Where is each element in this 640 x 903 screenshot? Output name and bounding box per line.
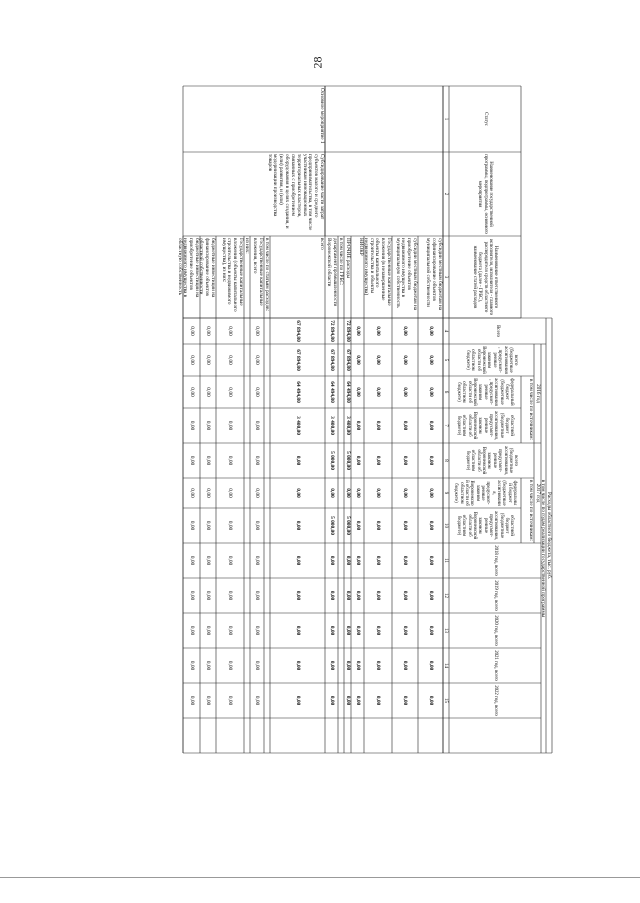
row-item-label: ПРОЧИЕ расходы <box>345 238 351 278</box>
row-item-label: бюджетные инвестиции на приобретение объектов недвижимого имущества в областную собственность <box>176 238 200 298</box>
row-value: 0,00 <box>375 625 382 636</box>
row-value: 64 494,80 <box>294 381 301 403</box>
column-index-15: 15 <box>443 698 448 703</box>
row-value: 0,00 <box>227 355 234 365</box>
year-2020-header: 2020 год, всего <box>492 615 498 646</box>
row-value: 0,00 <box>294 520 301 531</box>
row-value: 0,00 <box>402 455 409 466</box>
row-value: 0,00 <box>205 520 212 531</box>
row-value: 0,00 <box>354 355 361 365</box>
row-value: 0,00 <box>344 625 351 636</box>
bottom-rule <box>0 877 640 878</box>
row-value: 0,00 <box>188 455 195 466</box>
row-value: 0,00 <box>354 555 361 566</box>
row-value: 72 894,80 <box>344 320 351 342</box>
column-index-1: 1 <box>443 117 448 121</box>
row-value: 67 894,80 <box>294 320 301 342</box>
column-index-9: 9 <box>443 491 448 495</box>
row-value: 0,00 <box>188 590 195 601</box>
row-value: 0,00 <box>354 625 361 636</box>
row-value: 0,00 <box>254 326 261 336</box>
row-value: 0,00 <box>402 488 409 498</box>
row-value: 0,00 <box>328 488 335 498</box>
column-index-11: 11 <box>443 558 448 563</box>
row-value: 0,00 <box>254 355 261 365</box>
row-value: 0,00 <box>402 420 409 431</box>
row-value: 0,00 <box>402 590 409 601</box>
row-value: 0,00 <box>227 455 234 466</box>
row-value: 0,00 <box>427 695 434 706</box>
row-value: 3 400,00 <box>328 416 335 435</box>
row-value: 0,00 <box>254 555 261 566</box>
row-value: 0,00 <box>427 625 434 636</box>
budget-table <box>80 86 560 869</box>
year-2022-header: 2022 год, всего <box>492 685 498 716</box>
year-2021-header: 2021 год, всего <box>492 650 498 681</box>
row-value: 67 894,80 <box>344 349 351 371</box>
row-value: 0,00 <box>254 420 261 431</box>
row-value: 0,00 <box>227 520 234 531</box>
row-item-label: в том числе по статьям расходов: <box>264 238 270 312</box>
column-index-3: 3 <box>443 275 448 279</box>
row-item-label: субсидии местным бюджетам на софинансирование объектов муниципальной собственности <box>425 238 443 311</box>
row-value: 0,00 <box>344 695 351 706</box>
year-2018-header: 2018 год, всего <box>492 545 498 576</box>
row-value: 0,00 <box>254 520 261 531</box>
program-name-header: Наименование государственной программы, подпрограммы, основного мероприятия <box>477 154 494 234</box>
row-item-label: Государственные капитальные вложения (объекты капитального строительства и недвижимого имущества), из них: <box>220 238 244 312</box>
row-item-label: Государственные капитальные вложения, всего <box>252 238 264 306</box>
row-value: 0,00 <box>427 420 434 431</box>
row-value: 0,00 <box>188 420 195 431</box>
row-value: 0,00 <box>427 488 434 498</box>
row-value: 0,00 <box>427 387 434 397</box>
row-value: 72 894,80 <box>328 320 335 342</box>
row-value: 0,00 <box>294 660 301 671</box>
row-value: 0,00 <box>227 420 234 431</box>
row-value: 0,00 <box>205 660 212 671</box>
row-value: 0,00 <box>354 420 361 431</box>
row-value: 0,00 <box>188 387 195 397</box>
column-index-12: 12 <box>443 593 448 598</box>
row-value: 0,00 <box>254 387 261 397</box>
col-federal-2016: федеральный бюджет (бюджетные ассигнования, предусмот-ренные законом Воронежской области об областном бюджете) <box>455 378 515 406</box>
row-value: 0,00 <box>328 695 335 706</box>
row-value: 0,00 <box>254 488 261 498</box>
col-regional-2017: областной бюджет (бюджетные ассигнования, предусмот-ренные законом Воронежской области об областном бюджете) <box>455 511 515 540</box>
row-item-label: Государственные капитальные вложения (в незавершенные объекты капитального строительства и объекты недвижимого имущества) <box>362 238 392 306</box>
year-2019-header: 2019 год, всего <box>492 580 498 611</box>
row-value: 0,00 <box>375 387 382 397</box>
column-index-8: 8 <box>443 459 448 462</box>
row-value: 0,00 <box>344 660 351 671</box>
row-value: 0,00 <box>188 660 195 671</box>
row-value: 0,00 <box>344 590 351 601</box>
row-value: 0,00 <box>227 387 234 397</box>
row-value: 0,00 <box>188 695 195 706</box>
row-value: 0,00 <box>205 420 212 431</box>
row-value: 0,00 <box>427 555 434 566</box>
row-item-label: субсидии местным бюджетам на приобретение объектов недвижимого имущества в муниципальную собственность <box>394 238 418 311</box>
row-value: 0,00 <box>294 625 301 636</box>
row-value: 0,00 <box>328 555 335 566</box>
col-regional-2016: областной бюджет (бюджетные ассигнования, предусмот-ренные законом Воронежской области об областном бюджете) <box>455 411 515 440</box>
column-index-14: 14 <box>443 663 448 668</box>
row-value: 0,00 <box>354 520 361 531</box>
row-value: 0,00 <box>402 355 409 365</box>
col-federal-2017: федеральный бюджет (бюджетные ассигнования, предусмот-ренные законом Воронежской области об областном бюджете) <box>453 480 518 506</box>
budget-title: Расходы областного бюджета, тыс. руб. <box>546 491 552 580</box>
row-value: 0,00 <box>402 695 409 706</box>
row-value: 0,00 <box>354 695 361 706</box>
col-total-2016: всего (бюджетные ассигнования, предусмот-ренные законом Воронежской области об областном бюджете) <box>465 346 519 374</box>
row-value: 0,00 <box>188 488 195 498</box>
row-value: 0,00 <box>227 555 234 566</box>
row-value: 64 494,80 <box>328 381 335 403</box>
row-value: 0,00 <box>402 387 409 397</box>
rotated-page-area <box>80 86 560 869</box>
row-item-label: всего <box>319 238 325 250</box>
row-value: 0,00 <box>402 625 409 636</box>
year-2017-header: 2017 год <box>535 483 541 503</box>
row-item-label: НИОКР <box>358 238 364 256</box>
row-value: 0,00 <box>205 355 212 365</box>
row-value: 0,00 <box>188 520 195 531</box>
row-value: 0,00 <box>254 625 261 636</box>
executor-header: Наименование ответственного исполнителя, исполнителя - главного распорядителя средств областного бюджета (далее - ГРБС), наименование статей расходов <box>471 238 499 316</box>
column-index-10: 10 <box>443 523 448 528</box>
row-value: 67 894,80 <box>294 349 301 371</box>
row-value: 0,00 <box>227 695 234 706</box>
row-value: 0,00 <box>402 555 409 566</box>
row-value: 0,00 <box>227 660 234 671</box>
row-value: 0,00 <box>254 590 261 601</box>
row-value: 0,00 <box>227 625 234 636</box>
row-value: 0,00 <box>227 590 234 601</box>
column-index-4: 4 <box>443 329 448 333</box>
row-value: 0,00 <box>354 660 361 671</box>
source-header-2016: в том числе по источникам: <box>528 379 534 440</box>
row-value: 5 000,00 <box>328 516 335 535</box>
row-value: 0,00 <box>294 695 301 706</box>
row-value: 0,00 <box>402 520 409 531</box>
row-value: 0,00 <box>294 488 301 498</box>
by-years-header: в том числе по годам реализации государственной программы <box>540 479 546 618</box>
column-index-7: 7 <box>443 424 448 427</box>
row-value: 0,00 <box>328 590 335 601</box>
row-value: 0,00 <box>254 455 261 466</box>
total-header: Всего <box>495 325 501 337</box>
row-value: 0,00 <box>227 326 234 336</box>
row-value: 0,00 <box>427 355 434 365</box>
row-value: 5 000,00 <box>344 516 351 535</box>
row-value: 0,00 <box>427 660 434 671</box>
status-header: Статус <box>482 112 488 126</box>
row-value: 0,00 <box>375 660 382 671</box>
column-index-5: 5 <box>443 358 448 362</box>
row-value: 0,00 <box>427 520 434 531</box>
row-program-name: Субсидирование части затрат субъектов малого и среднего предпринимательства, в том числе участникам инновационных территориальных кластеров, связанных с приобретением оборудования в целях создания, и (или) развития, и (или) модернизации производства товаров <box>266 154 325 231</box>
row-value: 0,00 <box>205 625 212 636</box>
row-value: 0,00 <box>344 488 351 498</box>
col-total-2017: всего (бюджетные ассигнования, предусмот-ренные законом Воронежской области об областном бюджете) <box>465 446 519 475</box>
row-status: Основное мероприятие 1 <box>319 88 325 144</box>
row-value: 0,00 <box>205 326 212 336</box>
row-value: 0,00 <box>375 520 382 531</box>
row-item-label: бюджетные инвестиции на финансирование объектов областной собственности <box>198 238 216 298</box>
row-value: 0,00 <box>375 326 382 336</box>
row-value: 0,00 <box>205 555 212 566</box>
row-value: 0,00 <box>188 555 195 566</box>
row-value: 0,00 <box>188 625 195 636</box>
row-value: 0,00 <box>188 326 195 336</box>
row-value: 0,00 <box>375 488 382 498</box>
row-value: 0,00 <box>427 590 434 601</box>
row-item-label: департамент промышленности Воронежской области <box>326 238 338 307</box>
column-index-6: 6 <box>443 390 448 394</box>
row-value: 0,00 <box>294 455 301 466</box>
row-value: 0,00 <box>254 660 261 671</box>
row-value: 5 000,00 <box>344 451 351 470</box>
row-value: 0,00 <box>188 355 195 365</box>
column-index-2: 2 <box>443 192 448 196</box>
row-value: 3 400,00 <box>344 416 351 435</box>
row-value: 0,00 <box>375 355 382 365</box>
row-value: 0,00 <box>328 625 335 636</box>
row-value: 67 894,80 <box>328 349 335 371</box>
row-value: 0,00 <box>294 590 301 601</box>
row-value: 0,00 <box>354 455 361 466</box>
row-value: 0,00 <box>354 590 361 601</box>
row-value: 0,00 <box>427 455 434 466</box>
row-value: 0,00 <box>375 420 382 431</box>
row-value: 0,00 <box>205 590 212 601</box>
row-value: 0,00 <box>354 387 361 397</box>
source-header-2017: в том числе по источникам: <box>528 480 534 541</box>
row-value: 0,00 <box>354 326 361 336</box>
row-value: 5 000,00 <box>328 451 335 470</box>
row-value: 0,00 <box>375 695 382 706</box>
row-value: 0,00 <box>205 488 212 498</box>
row-item-label: из них: <box>244 238 250 254</box>
row-value: 0,00 <box>344 555 351 566</box>
page-number: 28 <box>310 56 325 69</box>
row-value: 0,00 <box>227 488 234 498</box>
row-value: 0,00 <box>205 695 212 706</box>
row-value: 0,00 <box>402 326 409 336</box>
row-value: 3 400,00 <box>294 416 301 435</box>
row-item-label: в том числе по ГРБС: <box>338 238 344 286</box>
row-value: 64 494,80 <box>344 381 351 403</box>
row-value: 0,00 <box>328 660 335 671</box>
row-value: 0,00 <box>402 660 409 671</box>
row-value: 0,00 <box>205 455 212 466</box>
row-value: 0,00 <box>294 555 301 566</box>
row-value: 0,00 <box>427 326 434 336</box>
row-value: 0,00 <box>254 695 261 706</box>
row-value: 0,00 <box>375 455 382 466</box>
year-2016-header: 2016 год <box>535 384 541 403</box>
row-value: 0,00 <box>375 555 382 566</box>
column-index-13: 13 <box>443 628 448 633</box>
row-value: 0,00 <box>375 590 382 601</box>
row-value: 0,00 <box>205 387 212 397</box>
row-value: 0,00 <box>354 488 361 498</box>
